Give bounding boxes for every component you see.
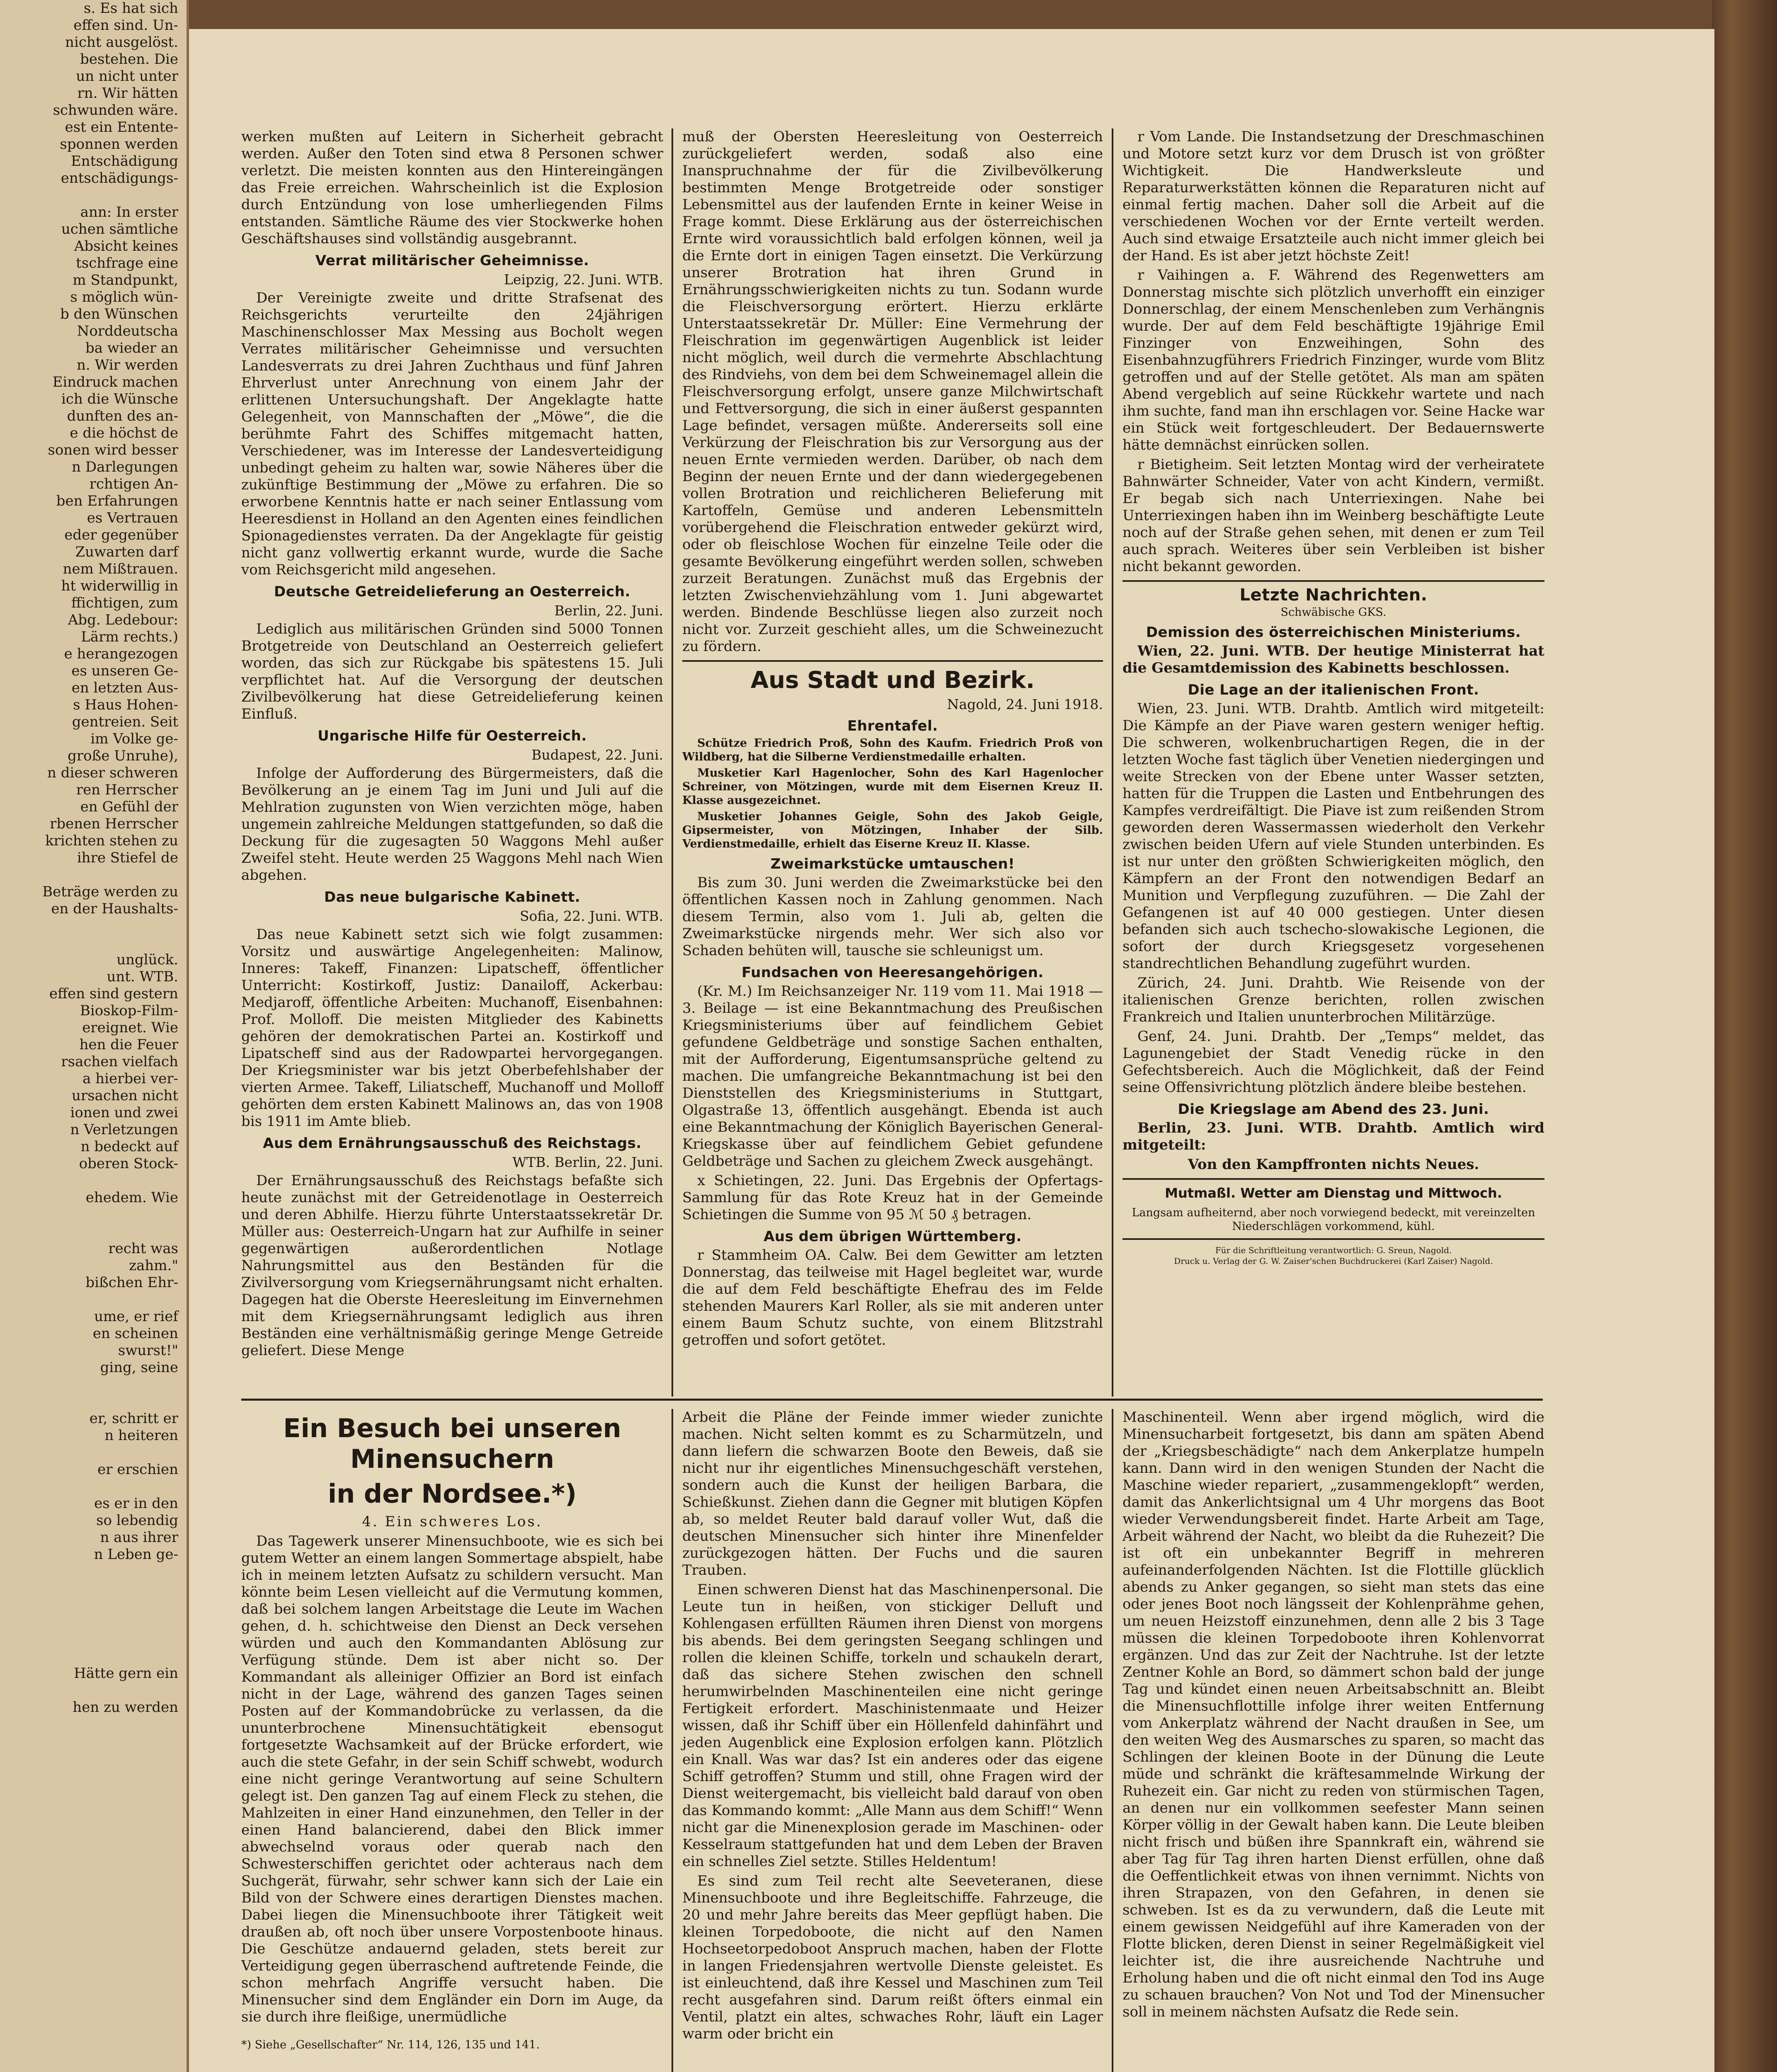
honor-entry: Schütze Friedrich Proß, Sohn des Kaufm. Friedrich Proß von Wildberg, hat die Silberne Verdienstmedaille erhalten. (682, 737, 1103, 763)
column-rule (1112, 1409, 1113, 2072)
headline-getreide: Deutsche Getreidelieferung an Oesterreich. (274, 583, 630, 600)
adjacent-page-line (0, 1733, 187, 1750)
adjacent-page-line (0, 1648, 187, 1665)
adjacent-page-line: es unseren Ge- (71, 663, 178, 679)
adjacent-page-line: est ein Entente- (65, 119, 178, 136)
dateline: Sofia, 22. Juni. WTB. (519, 908, 663, 924)
adjacent-page-line: Hätte gern ein (74, 1665, 178, 1682)
adjacent-page-line: n aus ihrer (100, 1529, 178, 1546)
adjacent-page-line: swurst!" (118, 1342, 178, 1359)
adjacent-page-line: Abg. Ledebour: (68, 612, 178, 628)
adjacent-page-line (0, 867, 187, 884)
adjacent-page-line: n Leben ge- (94, 1546, 178, 1563)
adjacent-page-line: s Haus Hohen- (73, 697, 178, 713)
section-rule (1122, 1178, 1544, 1180)
adjacent-page-line: krichten stehen zu (45, 833, 178, 849)
headline-italien: Die Lage an der italienischen Front. (1188, 682, 1479, 698)
feuilleton-body: Das Tagewerk unserer Minensuchboote, wie es sich bei gutem Wetter an einem langen Sommertage abspielt, habe ich in meinem letzten Aufsatz zu schildern versucht. Man könnte beim Lesen vielleicht auf die Vermutung kommen, daß bei solchem langen Arbeitstage die Leute im Wachen gehen, d. h. schichtweise den Dienst an Deck versehen würden und auch den Kommandanten Ablösung zur Verfügung stünde. Dem ist aber nicht so. Der Kommandant als alleiniger Offizier an Bord ist einfach nicht in der Lage, während des ganzen Tages seinen Posten auf der Kommandobrücke zu verlassen, da die ununterbrochene Minensuchtätigkeit ebensogut fortgesetzte Wachsamkeit auf der Brücke erfordert, wie auch die stete Gefahr, in der sein Schiff schwebt, wodurch eine nicht geringe Verantwortung auf seine Schultern gelegt ist. Den ganzen Tag auf einem Fleck zu stehen, die Mahlzeiten in einer Hand einzunehmen, den Teller in der einen Hand balancierend, dabei den Blick immer abwechselnd voraus oder querab nach den Schwesterschiffen gerichtet oder achteraus nach dem Suchgerät, fürwahr, sehr schwer kann sich der Laie ein Bild von der Schwere eines derartigen Dienstes machen. Dabei liegen die Minensuchboote ihrer Tätigkeit weit draußen ab, oft noch über unsere Vorpostenboote hinaus. Die Geschütze andauernd geladen, stets bereit zur Verteidigung gegen überraschend auftretende Feinde, die schon mehrfach Angriffe versucht haben. Die Minensucher sind dem Engländer ein Dorn im Auge, da sie durch ihre fleißige, unermüdliche (241, 1533, 663, 2025)
adjacent-page-line: so lebendig (96, 1512, 178, 1529)
adjacent-page-line: n Darlegungen (72, 459, 178, 475)
adjacent-page-line: er erschien (97, 1461, 178, 1478)
adjacent-page-line: effen sind. Un- (73, 17, 178, 34)
headline-wuerttemberg: Aus dem übrigen Württemberg. (764, 1228, 1022, 1245)
adjacent-page-line: a hierbei ver- (82, 1070, 178, 1087)
adjacent-page-line: Lärm rechts.) (81, 629, 178, 645)
dateline: Budapest, 22. Juni. (531, 747, 663, 763)
adjacent-page-line: n Verletzungen (70, 1121, 178, 1138)
adjacent-page-line: rchtigen An- (89, 476, 178, 492)
adjacent-page-line: Zuwarten darf (75, 544, 178, 560)
article-body: Genf, 24. Juni. Drahtb. Der „Temps“ meldet, das Lagunengebiet der Stadt Venedig rücke in den Gefechtsbereich. Auch die Möglichkeit, daß der Feind seine Offensivrichtung plötzlich ändere bleibe bestehen. (1122, 1028, 1544, 1096)
feuilleton-column-3 (1122, 1409, 1544, 2023)
headline-zweimark: Zweimarkstücke umtauschen! (770, 856, 1015, 872)
article-body: Berlin, 23. Juni. WTB. Drahtb. Amtlich wird mitgeteilt: (1122, 1120, 1544, 1153)
honor-entry: Musketier Johannes Geigle, Sohn des Jakob Geigle, Gipsermeister, von Mötzingen, Inhaber der Silb. Verdienstmedaille, erhielt das Eiserne Kreuz II. Klasse. (682, 810, 1103, 850)
article-body: Infolge der Aufforderung des Bürgermeisters, daß die Bevölkerung an je einem Tag im Juni und Juli auf die Mehlration zugunsten von Wien verzichten möge, haben ungemein zahlreiche Meldungen stattgefunden, so daß die Deckung für die zugesagten 50 Waggons Mehl außer Zweifel steht. Heute werden 25 Waggons Mehl nach Wien abgehen. (241, 765, 663, 884)
adjacent-page-line: e herangezogen (64, 646, 178, 662)
adjacent-page-line: ich die Wünsche (61, 391, 178, 407)
adjacent-page-line: hen die Feuer (79, 1036, 178, 1053)
adjacent-page-line (0, 1291, 187, 1308)
section-rule (682, 660, 1103, 662)
adjacent-page-line: e die höchst de (70, 425, 178, 441)
adjacent-page-line: nicht ausgelöst. (65, 34, 178, 51)
adjacent-page-line: n. Wir werden (76, 357, 178, 373)
adjacent-page-line: ihre Stiefel de (77, 850, 178, 866)
adjacent-page-line (0, 1478, 187, 1495)
section-rule (1122, 1238, 1544, 1240)
adjacent-page-line: ann: In erster (80, 204, 178, 220)
honor-entry: Musketier Karl Hagenlocher, Sohn des Karl Hagenlocher Schreiner, von Mötzingen, wurde mit dem Eisernen Kreuz II. Klasse ausgezeichnet. (682, 767, 1103, 807)
adjacent-page-line: Bioskop-Film- (80, 1002, 178, 1019)
weather-forecast: Langsam aufheiternd, aber noch vorwiegend bedeckt, mit vereinzelten Niederschlägen vorkommend, kühl. (1132, 1206, 1535, 1233)
banner-dateline: Nagold, 24. Juni 1918. (947, 696, 1103, 712)
headline-kriegslage: Die Kriegslage am Abend des 23. Juni. (1178, 1101, 1489, 1118)
adjacent-page-line: sponnen werden (60, 136, 178, 152)
adjacent-page-line (0, 1172, 187, 1189)
adjacent-page-line: zahm." (129, 1257, 178, 1274)
adjacent-page-line: oberen Stock- (79, 1155, 178, 1172)
adjacent-page-line (0, 917, 187, 934)
adjacent-page-line: n bedeckt auf (80, 1138, 178, 1155)
dateline: Leipzig, 22. Juni. WTB. (504, 271, 663, 288)
adjacent-page-line: s. Es hat sich (83, 0, 178, 17)
article-body: r Stammheim OA. Calw. Bei dem Gewitter am letzten Donnerstag, das teilweise mit Hagel begleitet war, wurde die auf dem Feld beschäftigte Ehefrau des im Felde stehenden Maurers Karl Roller, als sie mit anderen unter einem Baum Schutz suchte, von einem Blitzstrahl getroffen und sofort getötet. (682, 1247, 1103, 1348)
adjacent-page-text (0, 0, 187, 1767)
adjacent-page-line (0, 1376, 187, 1393)
adjacent-page-line (0, 1444, 187, 1461)
adjacent-page-line: Beträge werden zu (42, 884, 178, 900)
adjacent-page-line: ben Erfahrungen (56, 493, 178, 509)
article-body: Lediglich aus militärischen Gründen sind 5000 Tonnen Brotgetreide von Deutschland an Oesterreich geliefert worden, das sich zur Rückgabe bis spätestens 15. Juli verpflichtet hat. Auf die Versorgung der deutschen Zivilbevölkerung hat diese Getreidelieferung keinen Einfluß. (241, 621, 663, 722)
adjacent-page-line: unt. WTB. (107, 968, 178, 985)
headline-bulgarien: Das neue bulgarische Kabinett. (324, 889, 580, 905)
column-rule (1112, 128, 1113, 1397)
adjacent-page-line: b den Wünschen (60, 306, 178, 322)
feuilleton-rule (241, 1399, 1543, 1401)
adjacent-page-line (0, 1597, 187, 1614)
adjacent-page-line: hen zu werden (73, 1699, 178, 1716)
feuilleton-subtitle: 4. Ein schweres Los. (362, 1513, 543, 1530)
adjacent-page-line: sonen wird besser (48, 442, 178, 458)
adjacent-page-line: s möglich wün- (70, 289, 178, 305)
article-body: Das neue Kabinett setzt sich wie folgt zusammen: Vorsitz und auswärtige Angelegenheiten: Malinow, Inneres: Takeff, Finanzen: Lipatscheff, öffentlicher Unterricht: Kostirkoff, Justiz: Danailoff, Ackerbau: Medjaroff, öffentliche Arbeiten: Muchanoff, Eisenbahnen: Prof. Molloff. Die meisten Mitglieder des Kabinetts gehören der demokratischen Partei an. Kostirkoff und Lipatscheff sind aus der Radowpartei hervorgegangen. Der Kriegsminister war bis jetzt Oberbefehlshaber der vierten Armee. Takeff, Liliatscheff, Muchanoff und Molloff gehörten dem ersten Kabinett Malinows an, das von 1908 bis 1911 im Amte blieb. (241, 926, 663, 1130)
dateline: WTB. Berlin, 22. Juni. (512, 1154, 663, 1170)
adjacent-page-line: tschfrage eine (76, 255, 178, 271)
section-banner: Aus Stadt und Bezirk. (750, 667, 1035, 694)
column-rule (672, 128, 673, 1397)
adjacent-page-line: ffichtigen, zum (71, 595, 178, 611)
adjacent-page-line: bißchen Ehr- (85, 1274, 178, 1291)
footnote: *) Siehe „Gesellschafter“ Nr. 114, 126, 135 und 141. (241, 2038, 540, 2051)
adjacent-page-line (0, 1682, 187, 1699)
headline-letzte-nachrichten: Letzte Nachrichten. (1239, 586, 1428, 605)
adjacent-page-line: ursachen nicht (71, 1087, 178, 1104)
adjacent-page-line: ba wieder an (85, 340, 178, 356)
adjacent-page-line (0, 934, 187, 951)
adjacent-page-line (0, 1716, 187, 1733)
feuilleton-title: in der Nordsee.*) (327, 1479, 577, 1509)
adjacent-page-line (0, 1206, 187, 1223)
adjacent-page-line: ht widerwillig in (61, 578, 178, 594)
adjacent-page-line: en letzten Aus- (71, 680, 178, 696)
article-body: Der Vereinigte zweite und dritte Strafsenat des Reichsgerichts verurteilte den 24jährigen Maschinenschlosser Max Messing aus Bocholt wegen Verrates militärischer Geheimnisse und versuchten Landesverrats zu drei Jahren Zuchthaus und fünf Jahren Ehrverlust unter Anrechnung von einem Jahr der erlittenen Untersuchungshaft. Der Angeklagte hatte Gelegenheit, von Mannschaften der „Möwe“, die die berühmte Fahrt des Schiffes mitgemacht hatten, Verschiedener, was im Interesse der Landesverteidigung unbedingt geheim zu halten war, sowie Näheres über die zukünftige Bestimmung der „Möwe zu erfahren. Die so erworbene Kenntnis hatte er nach seiner Entlassung vom Heeresdienst in Holland an den Agenten eines feindlichen Spionagedienstes verraten. Da der Angeklagte für geistig nicht ganz vollwertig erkannt wurde, wurde die Sache vom Reichsgericht mild angesehen. (241, 290, 663, 578)
adjacent-page-line: Entschädigung (70, 153, 178, 169)
adjacent-page-line: n heiteren (104, 1427, 178, 1444)
newspaper-page (189, 29, 1714, 2072)
article-body: x Schietingen, 22. Juni. Das Ergebnis der Opfertags-Sammlung für das Rote Kreuz hat in der Gemeinde Schietingen die Summe von 95 ℳ 50 ₰ betragen. (682, 1172, 1103, 1223)
imprint: Für die Schriftleitung verantwortlich: G. Sreun, Nagold. (1215, 1245, 1452, 1255)
adjacent-page-line (0, 1750, 187, 1767)
adjacent-page-line: er, schritt er (89, 1410, 178, 1427)
adjacent-page-line: nem Mißtrauen. (63, 561, 178, 577)
adjacent-page-line: rsachen vielfach (61, 1053, 178, 1070)
adjacent-page-line (0, 1223, 187, 1240)
article-continuation: muß der Obersten Heeresleitung von Oesterreich zurückgeliefert werden, sodaß also eine Inanspruchnahme der für die Zivilbevölkerung bestimmten Menge Brotgetreide oder sonstiger Lebensmittel aus der laufenden Ernte in keiner Weise in Frage kommt. Diese Erklärung aus der österreichischen Ernte wird voraussichtlich bald erfolgen können, weil ja die Ernte dort in einigen Tagen einsetzt. Die Verkürzung unserer Brotration hat ihren Grund in Ernährungsschwierigkeiten nichts zu tun. Sodann wurde die Fleischversorgung erörtert. Hierzu erklärte Unterstaatssekretär Dr. Müller: Eine Vermehrung der Fleischration im gegenwärtigen Augenblick ist leider nicht möglich, weil durch die vermehrte Abschlachtung des Rindviehs, von dem bei dem Schweinemagel allein die Fleischversorgung erfolgt, unsere ganze Milchwirtschaft und Fettversorgung, die sich in einer äußerst gespannten Lage befindet, versagen müßte. Andererseits soll eine Verkürzung der Fleischration bis zur Versorgung aus der neuen Ernte vermieden werden. Darüber, ob nach dem Beginn der neuen Ernte und der dann wiedergegebenen vollen Brotration und reichlicheren Belieferung mit Kartoffeln, Gemüse und anderen Lebensmitteln vorübergehend die Fleischration entweder gekürzt wird, oder ob fleischlose Wochen für einzelne Teile oder die gesamte Bevölkerung eingeführt werden sollen, schweben zurzeit Beratungen. Zunächst muß das Ergebnis der letzten Zwischenviehzählung vom 1. Juni abgewartet werden. Bindende Beschlüsse liegen also zurzeit noch nicht vor. Zurzeit geschieht alles, um die Schweinezucht zu fördern. (682, 128, 1103, 655)
adjacent-page-line (0, 1393, 187, 1410)
headline-ernaehrung: Aus dem Ernährungsausschuß des Reichstags. (263, 1135, 642, 1152)
adjacent-page-line: uchen sämtliche (61, 221, 178, 237)
dateline: Berlin, 22. Juni. (554, 603, 663, 619)
imprint: Druck u. Verlag der G. W. Zaiser'schen Buchdruckerei (Karl Zaiser) Nagold. (1174, 1256, 1493, 1266)
adjacent-page-line: schwunden wäre. (53, 102, 178, 119)
adjacent-page-line: rn. Wir hätten (77, 85, 178, 102)
adjacent-page-line: Absicht keines (74, 238, 178, 254)
article-body: Von den Kampffronten nichts Neues. (1188, 1156, 1479, 1173)
article-body: (Kr. M.) Im Reichsanzeiger Nr. 119 vom 11. Mai 1918 — 3. Beilage — ist eine Bekanntmachung des Preußischen Kriegsministeriums über auf feindlichem Gebiet gefundene Geldbeträge und sonstige Sachen enthalten, mit der Aufforderung, Eigentumsansprüche geltend zu machen. Die umfangreiche Bekanntmachung ist bei den Dienststellen des Kriegsministeriums in Stuttgart, Olgastraße 13, öffentlich ausgehängt. Ebenda ist auch eine Bekanntmachung der Königlich Bayerischen General-Kriegskasse über auf feindlichem Gebiet gefundene Geldbeträge und Sachen zu gleichem Zweck ausgehängt. (682, 983, 1103, 1169)
article-body: Bis zum 30. Juni werden die Zweimarkstücke bei den öffentlichen Kassen noch in Zahlung genommen. Nach diesem Termin, also vom 1. Juli ab, gelten die Zweimarkstücke nirgends mehr. Wer sich also vor Schaden behüten will, tausche sie schleunigst um. (682, 874, 1103, 959)
headline-fundsachen: Fundsachen von Heeresangehörigen. (742, 964, 1044, 981)
adjacent-page-line: es Vertrauen (87, 510, 178, 526)
column-2 (682, 128, 1103, 1351)
article-body: Wien, 23. Juni. WTB. Drahtb. Amtlich wird mitgeteilt: Die Kämpfe an der Piave waren gestern weniger heftig. Die schweren, wolkenbruchartigen Regen, die in der letzten Woche fast täglich über Venetien niedergingen und weite Strecken von der Ebene unter Wasser setzten, hatten für die Truppen die Lasten und Entbehrungen des Kampfes verdreifältigt. Die Piave ist zum reißenden Strom geworden deren Wassermassen wiederholt den Verkehr zwischen beiden Ufern auf viele Stunden unterbinden. Es ist nur unter den größten Schwierigkeiten möglich, den Kämpfern an der Front den notwendigen Bedarf an Munition und Verpflegung zuzuführen. — Die Zahl der Gefangenen ist auf 40 000 gestiegen. Unter diesen befanden sich auch tschecho-slowakische Legionen, die sofort der durch Kriegsgesetz vorgesehenen standrechtlichen Behandlung zugeführt wurden. (1122, 700, 1544, 972)
page-edge (1712, 0, 1777, 2072)
adjacent-page-line: ehedem. Wie (85, 1189, 178, 1206)
adjacent-page-line: Norddeutscha (77, 323, 178, 339)
adjacent-page-line: en Gefühl der (80, 799, 178, 815)
column-rule (672, 1409, 673, 2072)
news-source: Schwäbische GKS. (1280, 606, 1387, 619)
feuilleton-body: Arbeit die Pläne der Feinde immer wieder zunichte machen. Nicht selten kommt es zu Scharmützeln, und dann liefern die schwarzen Boote den Beweis, daß sie nicht nur ihr eigentliches Minensuchgeschäft verstehen, sondern auch die Kunst der heiligen Barbara, die Schießkunst. Ziehen dann die Gegner mit blutigen Köpfen ab, so meldet Reuter bald darauf voller Wut, daß die deutschen Minensucher sich hinter ihre Minenfelder zurückgezogen hätten. Der Fuchs und die sauren Trauben. (682, 1409, 1103, 1578)
adjacent-page-line: effen sind gestern (49, 985, 178, 1002)
adjacent-page-line: gentreien. Seit (72, 714, 178, 730)
feuilleton-body: Maschinenteil. Wenn aber irgend möglich, wird die Minensucharbeit fortgesetzt, bis dann am späten Abend der „Kriegsbeschädigte“ nach dem Ankerplatze humpeln kann. Dann wird in den wenigen Stunden der Nacht die Maschine wieder repariert, „zusammengeklopft“ werden, damit das Ankerlichtsignal um 4 Uhr morgens das Boot wieder Verwendungsbereit findet. Harte Arbeit am Tage, Arbeit während der Nacht, wo bleibt da die Ruhezeit? Die ist oft ein unbekannter Begriff in mehreren aufeinanderfolgenden Nächten. Ist die Flottille glücklich abends zu Anker gegangen, so sieht man stets das eine oder jenes Boot noch längsseit der Kohlenprähme gehen, um neuen Heizstoff einzunehmen, denn alle 2 bis 3 Tage müssen die kleinen Torpedoboote ihren Kohlenvorrat ergänzen. Und das zur Zeit der Nachtruhe. Ist der letzte Zentner Kohle an Bord, so dämmert schon bald der junge Tag und kündet einen neuen Arbeitsabschnitt an. Bleibt die Minensuchflottille infolge ihrer weiten Entfernung vom Ankerplatz während der Nacht draußen in See, um den weiten Weg des Ausmarsches zu sparen, so macht das Schlingen der kleinen Boote in der Dünung die Leute müde und schränkt die kräftesammelnde Wirkung der Ruhezeit ein. Gar nicht zu reden von stürmischen Tagen, an denen nur ein vollkommen seefester Mann seinen Körper völlig in der Gewalt haben kann. Die Leute bleiben nicht frisch und büßen ihre Spannkraft ein, während sie aber Tag für Tag ihren harten Dienst erfüllen, ohne daß die Oeffentlichkeit etwas von ihnen vernimmt. Nichts von ihren Strapazen, von den Gefahren, in denen sie schweben. Ist es da zu verwundern, daß die Leute mit einem gewissen Neidgefühl auf ihre Kameraden von der Flotte blicken, deren Dienst in seiner Regelmäßigkeit viel leichter ist, die ihre ausreichende Nachtruhe und Erholung haben und die oft nicht einmal den Tod ins Auge zu schauen brauchen? Von Not und Tod der Minensucher soll in meinem nächsten Aufsatz die Rede sein. (1122, 1409, 1544, 2020)
article-body: Zürich, 24. Juni. Drahtb. Wie Reisende von der italienischen Grenze berichten, rollen zwischen Frankreich und Italien ununterbrochen Militärzüge. (1122, 975, 1544, 1025)
adjacent-page-line (0, 1631, 187, 1648)
adjacent-page-line: n dieser schweren (47, 765, 178, 781)
adjacent-page-line: bestehen. Die (80, 51, 178, 68)
adjacent-page-fragment (0, 0, 189, 2072)
feuilleton-column-1 (241, 1409, 663, 2052)
adjacent-page-line (0, 1580, 187, 1597)
feuilleton-body: Einen schweren Dienst hat das Maschinenpersonal. Die Leute tun in heißen, von stickiger Delluft und Kohlengasen erfüllten Räumen ihren Dienst von morgens bis abends. Bei dem geringsten Seegang schlingen und rollen die kleinen Schiffe, torkeln und schaukeln derart, daß das sichere Stehen zwischen den schnell herumwirbelnden Maschinenteilen eine nicht geringe Fertigkeit erfordert. Maschinistenmaate und Heizer wissen, daß ihr Schiff über ein Höllenfeld dahinfährt und jeden Augenblick eine Explosion erfolgen kann. Plötzlich ein Knall. Was war das? Ist ein anderes oder das eigene Schiff getroffen? Stumm und still, ohne Fragen wird der Dienst weitergemacht, bis vielleicht bald darauf von oben das Kommando kommt: „Alle Mann aus dem Schiff!“ Wenn nicht gar die Minenexplosion gerade im Maschinen- oder Kesselraum stattgefunden hat und dem Leben der Braven ein schnelles Ziel setzte. Stilles Heldentum! (682, 1581, 1103, 1870)
article-body: Wien, 22. Juni. WTB. Der heutige Ministerrat hat die Gesamtdemission des Kabinetts beschlossen. (1122, 643, 1544, 676)
adjacent-page-line: en der Haushalts- (51, 900, 178, 917)
adjacent-page-line: ren Herrscher (76, 782, 178, 798)
adjacent-page-line: rbenen Herrscher (50, 816, 178, 832)
adjacent-page-line: ereignet. Wie (82, 1019, 178, 1036)
article-body: r Bietigheim. Seit letzten Montag wird der verheiratete Bahnwärter Schneider, Vater von acht Kindern, vermißt. Er begab sich nach Unterriexingen. Nahe bei Unterriexingen haben ihn im Weinberg beschäftigte Leute noch auf der Straße gehen sehen, mit denen er zum Teil auch sprach. Weiteres über sein Verbleiben ist bisher nicht bekannt geworden. (1122, 456, 1544, 575)
article-body: Der Ernährungsausschuß des Reichstags befaßte sich heute zunächst mit der Getreidenotlage in Oesterreich und deren Abhilfe. Hierzu führte Unterstaatssekretär Dr. Müller aus: Oesterreich-Ungarn hat zur Aufhilfe in seiner gegenwärtigen außerordentlichen Notlage Nahrungsmittel aus den Beständen für die Zivilversorgung vom Kriegsernährungsamt nicht erhalten. Dagegen hat die Oberste Heeresleitung im Einvernehmen mit dem Kriegsernährungsamt lediglich aus ihren Beständen eine verhältnismäßig geringe Menge Getreide geliefert. Diese Menge (241, 1172, 663, 1359)
column-3 (1122, 128, 1544, 1266)
adjacent-page-line: recht was (108, 1240, 178, 1257)
adjacent-page-line: unglück. (116, 951, 178, 968)
adjacent-page-line: ging, seine (100, 1359, 178, 1376)
article-body: r Vaihingen a. F. Während des Regenwetters am Donnerstag mischte sich plötzlich unverhofft ein einziger Donnerschlag, der einem Menschenleben zum Verhängnis wurde. Der auf dem Feld beschäftigte 19jährige Emil Finzinger von Enzweihingen, Sohn des Eisenbahnzugführers Friedrich Finzinger, wurde vom Blitz getroffen und auf der Stelle getötet. Als man am späten Abend vergeblich auf seine Rückkehr wartete und nach ihm suchte, fand man ihn erschlagen vor. Seine Hacke war ein Stück weit fortgeschleudert. Der Bedauernswerte hätte demnächst einrücken sollen. (1122, 267, 1544, 453)
article-continuation: werken mußten auf Leitern in Sicherheit gebracht werden. Außer den Toten sind etwa 8 Personen schwer verletzt. Die meisten konnten aus den Hintereingängen das Freie erreichen. Wahrscheinlich ist die Explosion durch Entzündung von lose umherliegenden Films entstanden. Sämtliche Räume des vier Stockwerke hohen Geschäftshauses sind vollständig ausgebrannt. (241, 128, 663, 247)
adjacent-page-line: dunften des an- (67, 408, 178, 424)
adjacent-page-line: große Unruhe), (68, 748, 178, 764)
adjacent-page-line: ume, er rief (94, 1308, 178, 1325)
adjacent-page-line: en scheinen (92, 1325, 178, 1342)
column-1 (241, 128, 663, 1362)
article-body: r Vom Lande. Die Instandsetzung der Dreschmaschinen und Motore setzt kurz vor dem Drusch ist von größter Wichtigkeit. Die Handwerksleute und Reparaturwerkstätten können die Reparaturen nicht auf einmal fertig machen. Daher soll die Arbeit auf die verschiedenen Wochen vor der Ernte verteilt werden. Auch sind etwaige Ersatzteile auch nicht immer gleich bei der Hand. Es ist aber jetzt höchste Zeit! (1122, 128, 1544, 264)
adjacent-page-line: entschädigungs- (61, 170, 178, 186)
feuilleton-title: Ein Besuch bei unseren Minensuchern (283, 1413, 621, 1474)
headline-verrat: Verrat militärischer Geheimnisse. (315, 252, 589, 269)
feuilleton-body: Es sind zum Teil recht alte Seeveteranen, diese Minensuchboote und ihre Begleitschiffe. Fahrzeuge, die 20 und mehr Jahre bereits das Meer gepflügt haben. Die kleinen Torpedoboote, die nicht auf den Namen Hochseetorpedoboot Anspruch machen, haben der Flotte in langen Friedensjahren wertvolle Dienste geleistet. Es ist einleuchtend, daß ihre Kessel und Maschinen zum Teil recht ausgefahren sind. Darum reißt öfters einmal ein Ventil, platzt ein altes, schwaches Rohr, läuft ein Lager warm oder bricht ein (682, 1873, 1103, 2042)
ehrentafel-heading: Ehrentafel. (847, 718, 938, 734)
adjacent-page-line: im Volke ge- (90, 731, 178, 747)
adjacent-page-line: ionen und zwei (70, 1104, 178, 1121)
adjacent-page-line: Eindruck machen (52, 374, 178, 390)
adjacent-page-line: es er in den (94, 1495, 178, 1512)
adjacent-page-line (0, 1563, 187, 1580)
section-rule (1122, 580, 1544, 582)
headline-demission: Demission des österreichischen Ministeriums. (1146, 624, 1521, 641)
headline-ungarn: Ungarische Hilfe für Oesterreich. (318, 728, 587, 744)
adjacent-page-line: eder gegenüber (64, 527, 178, 543)
weather-heading: Mutmaßl. Wetter am Dienstag und Mittwoch. (1165, 1185, 1502, 1201)
feuilleton-column-2 (682, 1409, 1103, 2045)
adjacent-page-line: un nicht unter (76, 68, 178, 85)
adjacent-page-line (0, 1614, 187, 1631)
adjacent-page-line (0, 187, 187, 204)
adjacent-page-line: m Standpunkt, (73, 272, 178, 288)
